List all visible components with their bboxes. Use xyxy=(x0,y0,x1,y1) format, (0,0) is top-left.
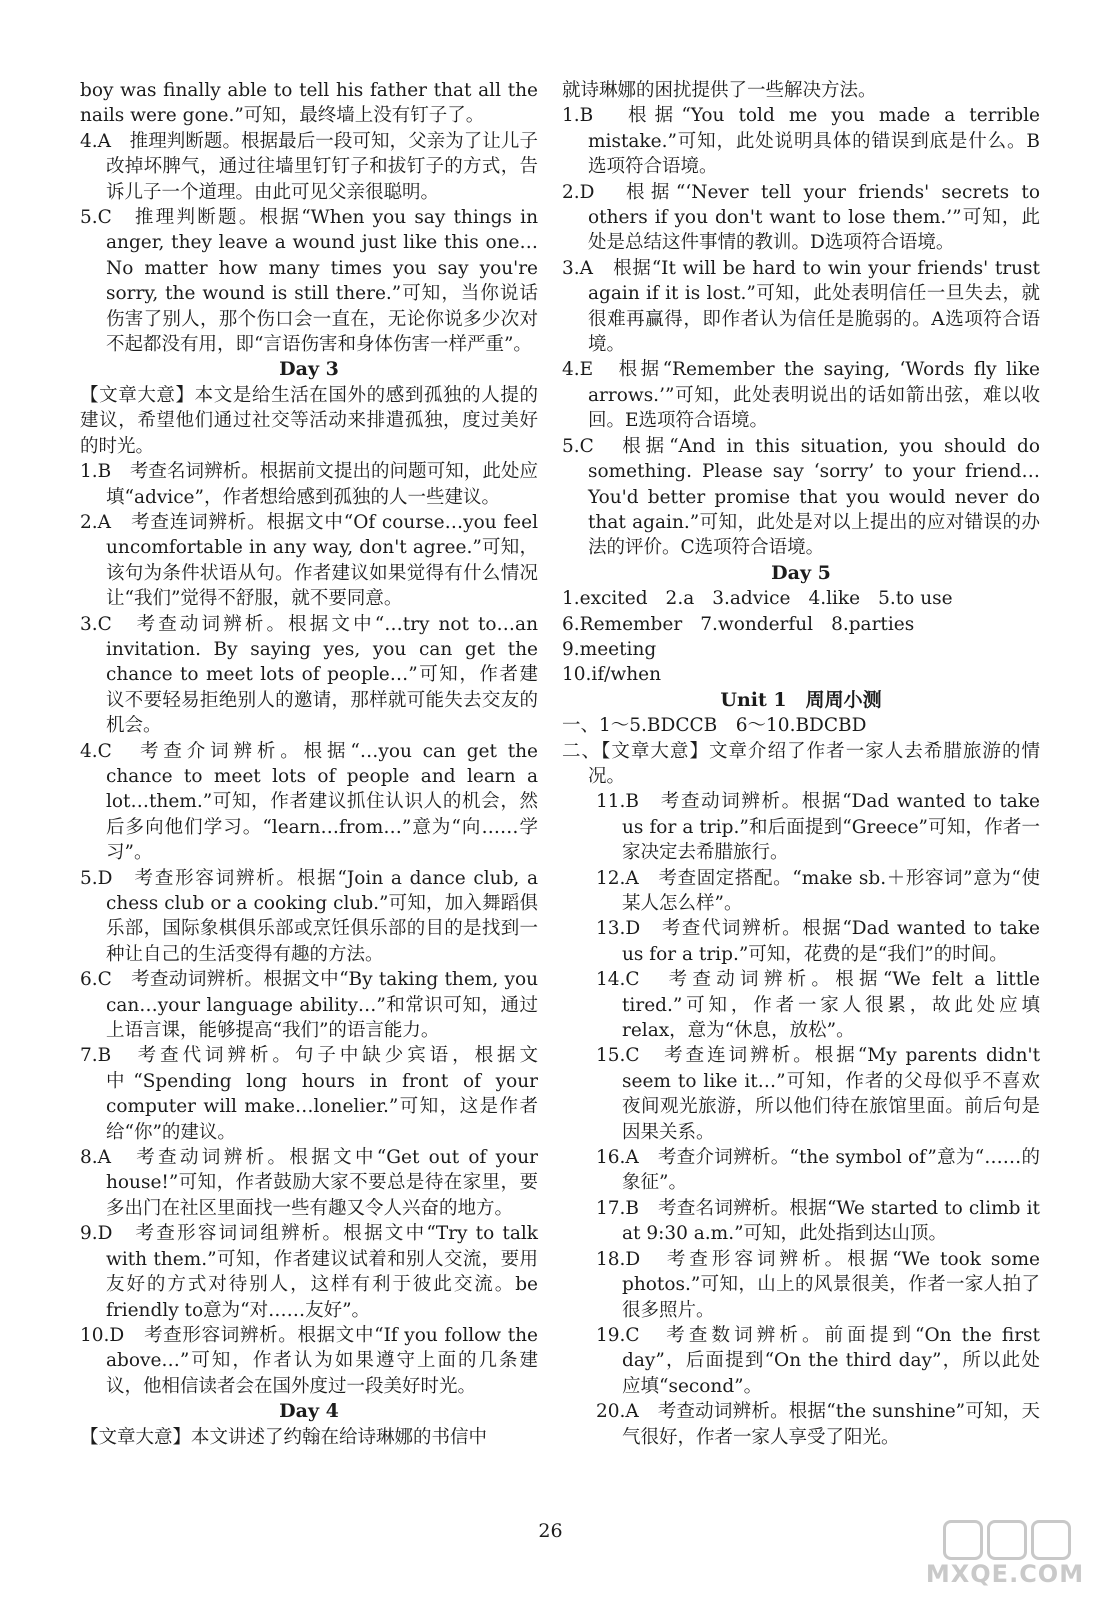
section-heading: Day 3 xyxy=(279,358,339,381)
answer-explanation: 18.D 考查形容词辨析。根据“We took some photos.”可知，山上的风景很美，作者一家人拍了很多照片。 xyxy=(596,1248,1040,1321)
answer-explanation: 1.B 考查名词辨析。根据前文提出的问题可知，此处应填“advice”，作者想给感到孤独的人一些建议。 xyxy=(80,461,538,508)
answer-explanation: 二、【文章大意】文章介绍了作者一家人去希腊旅游的情况。 xyxy=(562,740,1040,787)
answer-row xyxy=(562,586,1040,611)
text-line: 就诗琳娜的困扰提供了一些解决方法。 xyxy=(562,80,877,101)
answer-explanation: 7.B 考查代词辨析。句子中缺少宾语，根据文中“Spending long hours in front of your computer will make…lonelier.”可知，这是作者给“你”的建议。 xyxy=(80,1045,538,1143)
answer-explanation: 5.D 考查形容词辨析。根据“Join a dance club, a chess club or a cooking club.”可知，加入舞蹈俱乐部，国际象棋俱乐部或烹饪俱乐部的目的是找到一种让自己的生活变得有趣的方法。 xyxy=(80,867,538,965)
answer-explanation: 20.A 考查动词辨析。根据“the sunshine”可知，天气很好，作者一家人享受了阳光。 xyxy=(596,1401,1040,1448)
summary-paragraph: 【文章大意】本文是给生活在国外的感到孤独的人提的建议，希望他们通过社交等活动来排遣孤独，度过美好的时光。 xyxy=(80,384,538,457)
answer-explanation: 16.A 考查介词辨析。“the symbol of”意为“……的象征”。 xyxy=(596,1147,1040,1194)
answer-item: 7.wonderful xyxy=(700,613,814,635)
answer-explanation: 6.C 考查动词辨析。根据文中“By taking them, you can…your language ability…”和常识可知，通过上语言课，能够提高“我们”的语言能力。 xyxy=(80,969,538,1042)
answer-explanation: 17.B 考查名词辨析。根据“We started to climb it at 9:30 a.m.”可知，此处指到达山顶。 xyxy=(596,1197,1040,1245)
answer-item: 4.like xyxy=(808,588,861,610)
answer-item: 5.to use xyxy=(878,588,953,610)
left-column xyxy=(80,78,538,1450)
page-number: 26 xyxy=(538,1520,563,1542)
answer-explanation: 4.A 推理判断题。根据最后一段可知，父亲为了让儿子改掉坏脾气，通过往墙里钉钉子和拔钉子的方式，告诉儿子一个道理。由此可见父亲很聪明。 xyxy=(80,130,538,203)
answer-item: 10.if/when xyxy=(562,664,662,686)
answer-explanation: 3.A 根据“It will be hard to win your friends' trust again if it is lost.”可知，此处表明信任一旦失去，就很难再赢得，即作者认为信任是脆弱的。A选项符合语境。 xyxy=(562,257,1040,356)
answer-explanation: 14.C 考查动词辨析。根据“We felt a little tired.”可知，作者一家人很累，故此处应填relax，意为“休息，放松”。 xyxy=(596,969,1040,1042)
right-column xyxy=(562,78,1040,1450)
answer-row xyxy=(562,662,1040,687)
answer-explanation: 1.B 根据“You told me you made a terrible mistake.”可知，此处说明具体的错误到底是什么。B选项符合语境。 xyxy=(562,105,1040,178)
answer-item: 1.excited xyxy=(562,588,648,610)
answer-item: 9.meeting xyxy=(562,638,657,660)
section-heading: Day 4 xyxy=(279,1400,339,1423)
answer-explanation: 12.A 考查固定搭配。“make sb.＋形容词”意为“使某人怎么样”。 xyxy=(596,867,1040,914)
answer-explanation: 11.B 考查动词辨析。根据“Dad wanted to take us for a trip.”和后面提到“Greece”可知，作者一家决定去希腊旅行。 xyxy=(596,791,1040,864)
answer-explanation: 10.D 考查形容词辨析。根据文中“If you follow the above…”可知，作者认为如果遵守上面的几条建议，他相信读者会在国外度过一段美好时光。 xyxy=(80,1324,538,1397)
answer-explanation: 4.C 考查介词辨析。根据“…you can get the chance to meet lots of people and learn a lot…them.”可知，作者建议抓住认识人的机会，然后多向他们学习。“learn…from…”意为“向……学习”。 xyxy=(80,740,538,864)
watermark-text: MXQE.COM xyxy=(925,1560,1085,1588)
answer-item: 6.Remember xyxy=(562,613,683,635)
answer-explanation: 5.C 推理判断题。根据“When you say things in anger, they leave a wound just like this one…No matter how many times you say you're sorry, the wound is still there.”可知，当你说话伤害了别人，那个伤口会一直在，无论你说多少次对不起都没有用，即“言语伤害和身体伤害一样严重”。 xyxy=(80,207,538,356)
summary-paragraph: 【文章大意】本文讲述了约翰在给诗琳娜的书信中 xyxy=(80,1426,488,1448)
answer-explanation: 2.A 考查连词辨析。根据文中“Of course…you feel uncomfortable in any way, don't agree.”可知，该句为条件状语从句。作者建议如果觉得有什么情况让“我们”觉得不舒服，就不要同意。 xyxy=(80,511,538,610)
answer-explanation: 19.C 考查数词辨析。前面提到“On the first day”，后面提到“On the third day”，所以此处应填“second”。 xyxy=(596,1324,1040,1397)
answer-explanation: 4.E 根据“Remember the saying, ‘Words fly like arrows.’”可知，此处表明说出的话如箭出弦，难以收回。E选项符合语境。 xyxy=(562,359,1040,432)
text-line: boy was finally able to tell his father that all the nails were gone.”可知，最终墙上没有钉子了。 xyxy=(80,80,538,127)
answer-item: 2.a xyxy=(665,588,695,610)
answer-explanation: 13.D 考查代词辨析。根据“Dad wanted to take us for a trip.”可知，花费的是“我们”的时间。 xyxy=(596,918,1040,965)
answer-explanation: 8.A 考查动词辨析。根据文中“Get out of your house!”可知，作者鼓励大家不要总是待在家里，要多出门在社区里面找一些有趣又令人兴奋的地方。 xyxy=(80,1147,538,1219)
answer-row xyxy=(562,612,1040,663)
answer-explanation: 15.C 考查连词辨析。根据“My parents didn't seem to like it…”可知，作者的父母似乎不喜欢夜间观光旅游，所以他们待在旅馆里面。前后句是因果关系。 xyxy=(596,1045,1040,1143)
section-heading: Unit 1 周周小测 xyxy=(720,688,882,711)
answer-explanation: 5.C 根据“And in this situation, you should do something. Please say ‘sorry’ to your friend… You'd better promise that you would never do that again.”可知，此处是对以上提出的应对错误的办法的评价。C选项符合语境。 xyxy=(562,435,1040,559)
answer-explanation: 2.D 根据“‘Never tell your friends' secrets to others if you don't want to lose them.’”可知，此处是总结这件事情的教训。D选项符合语境。 xyxy=(562,181,1040,254)
section-heading: Day 5 xyxy=(771,561,831,584)
answer-explanation: 3.C 考查动词辨析。根据文中“…try not to…an invitation. By saying yes, you can get the chance to meet lots of people…”可知，作者建议不要轻易拒绝别人的邀请，那样就可能失去交友的机会。 xyxy=(80,613,538,737)
answer-item: 8.parties xyxy=(831,613,915,635)
answer-item: 3.advice xyxy=(712,588,791,610)
watermark-logo xyxy=(925,1520,1085,1590)
text-line: 一、1～5.BDCCB 6～10.BDCBD xyxy=(562,715,867,737)
answer-explanation: 9.D 考查形容词词组辨析。根据文中“Try to talk with them.”可知，作者建议试着和别人交流，要用友好的方式对待别人，这样有利于彼此交流。be friendly to意为“对……友好”。 xyxy=(80,1223,538,1321)
